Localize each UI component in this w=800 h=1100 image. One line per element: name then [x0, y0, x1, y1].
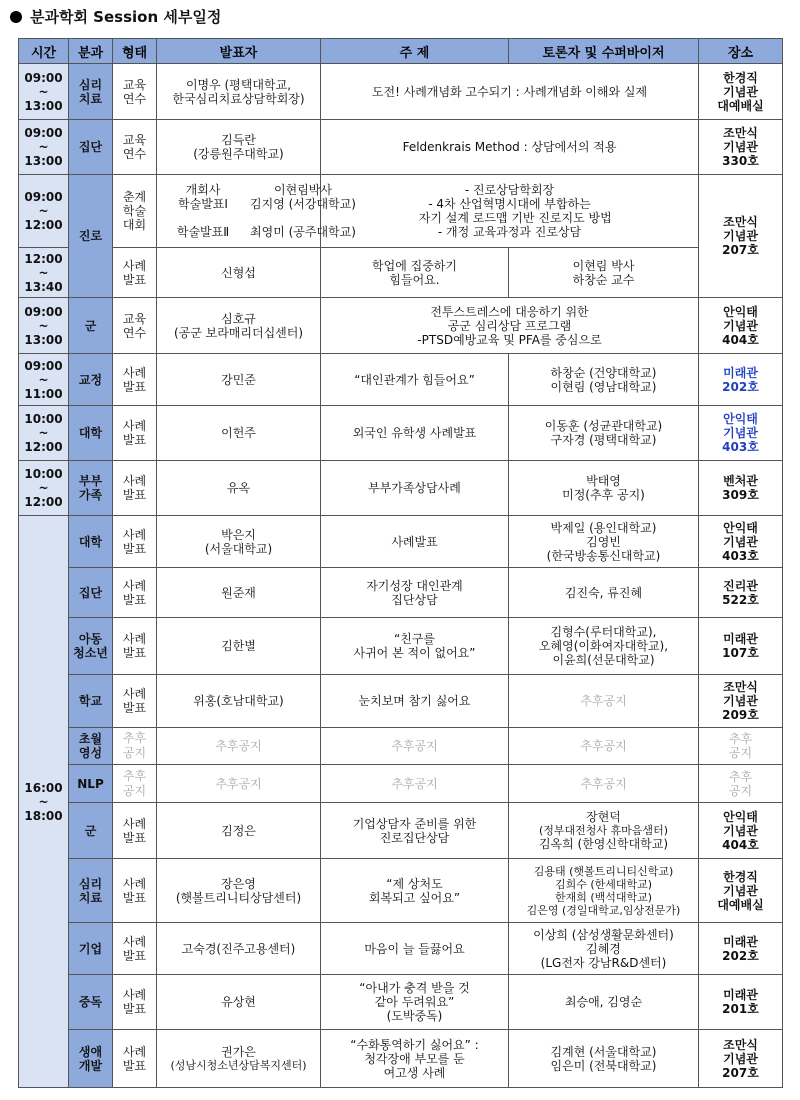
discussant-cell: 이동훈 (성균관대학교) 구자경 (평택대학교) [509, 406, 699, 461]
discussant-cell: 김형수(루터대학교), 오혜영(이화여자대학교), 이윤희(선문대학교) [509, 618, 699, 675]
table-row [19, 675, 783, 728]
venue-cell: 진리관 522호 [699, 568, 783, 618]
discussant-cell: 김진숙, 류진혜 [509, 568, 699, 618]
division-cell: 진로 [69, 175, 113, 298]
opening-name: 이현림박사 [274, 183, 332, 197]
opening-label: 개회사 [185, 183, 221, 197]
division-cell: 대학 [69, 406, 113, 461]
presenter-cell: 김정은 [157, 803, 321, 859]
presenter-cell: 고숙경(진주고용센터) [157, 923, 321, 975]
presenter-cell: 강민준 [157, 354, 321, 406]
session1-label: 학술발표Ⅰ [178, 197, 228, 211]
topic-cell: 사례발표 [321, 516, 509, 568]
table-row [19, 803, 783, 859]
division-cell: 아동 청소년 [69, 618, 113, 675]
format-cell: 사례 발표 [113, 923, 157, 975]
format-cell: 사례 발표 [113, 975, 157, 1030]
format-cell: 사례 발표 [113, 516, 157, 568]
topic-cell: “제 상처도 회복되고 싶어요” [321, 859, 509, 923]
format-cell: 사례 발표 [113, 1030, 157, 1088]
topic-cell: 추후공지 [321, 728, 509, 765]
venue-cell: 미래관 202호 [699, 923, 783, 975]
presenter-cell: 원준재 [157, 568, 321, 618]
header-topic: 주 제 [321, 39, 509, 64]
division-cell: 군 [69, 298, 113, 354]
table-row [19, 859, 783, 923]
discussant-cell: 이상희 (삼성생활문화센터) 김혜경 (LG전자 강남R&D센터) [509, 923, 699, 975]
table-row [19, 516, 783, 568]
format-cell: 추후 공지 [113, 765, 157, 803]
header-presenter: 발표자 [157, 39, 321, 64]
table-row [19, 975, 783, 1030]
presenter-cell: 김득란 (강릉원주대학교) [157, 120, 321, 175]
format-cell: 사례 발표 [113, 568, 157, 618]
header-division: 분과 [69, 39, 113, 64]
division-cell: 집단 [69, 568, 113, 618]
format-cell: 사례 발표 [113, 675, 157, 728]
table-row [19, 248, 783, 298]
table-row [19, 728, 783, 765]
venue-cell: 조만식 기념관 207호 [699, 1030, 783, 1088]
presenter-cell: 위홍(호남대학교) [157, 675, 321, 728]
table-row [19, 923, 783, 975]
venue-cell: 한경직 기념관 대예배실 [699, 859, 783, 923]
presenter-cell: 유옥 [157, 461, 321, 516]
header-format: 형태 [113, 39, 157, 64]
section-title [6, 4, 221, 30]
discussant-cell: 장현덕 (정부대전청사 휴마음샘터) 김옥희 (한영신학대학교) [509, 803, 699, 859]
venue-cell: 미래관 201호 [699, 975, 783, 1030]
session2-name: 최영미 (공주대학교) [250, 225, 356, 239]
presenter-cell: 이명우 (평택대학교, 한국심리치료상담학회장) [157, 64, 321, 120]
time-cell: 12:00 ~ 13:40 [19, 248, 69, 298]
format-cell: 사례 발표 [113, 354, 157, 406]
header-row [19, 39, 783, 64]
discussant-cell: 최승애, 김영순 [509, 975, 699, 1030]
session2-label: 학술발표Ⅱ [176, 225, 230, 239]
topic-cell: 학업에 집중하기 힘들어요. [321, 248, 509, 298]
bullet-icon [10, 11, 22, 23]
discussant-cell: 추후공지 [509, 728, 699, 765]
venue-cell: 조만식 기념관 207호 [699, 175, 783, 298]
topic-cell: “수화통역하기 싫어요” : 청각장애 부모를 둔 여고생 사례 [321, 1030, 509, 1088]
table-row [19, 64, 783, 120]
venue-cell: 추후 공지 [699, 765, 783, 803]
division-cell: 부부 가족 [69, 461, 113, 516]
venue-cell: 조만식 기념관 209호 [699, 675, 783, 728]
header-venue: 장소 [699, 39, 783, 64]
time-cell: 10:00 ~ 12:00 [19, 461, 69, 516]
format-cell: 사례 발표 [113, 248, 157, 298]
discussant-cell: 김계현 (서울대학교) 임은미 (전북대학교) [509, 1030, 699, 1088]
venue-cell: 미래관 202호 [699, 354, 783, 406]
session1-name: 김지영 (서강대학교) [250, 197, 356, 211]
division-cell: 심리 치료 [69, 859, 113, 923]
presenter-cell: 추후공지 [157, 765, 321, 803]
time-cell: 09:00 ~ 13:00 [19, 64, 69, 120]
topic-cell: 눈치보며 참기 싫어요 [321, 675, 509, 728]
topic-cell: Feldenkrais Method : 상담에서의 적용 [321, 120, 699, 175]
discussant-cell: 추후공지 [509, 675, 699, 728]
topic-cell: “대인관계가 힘들어요” [321, 354, 509, 406]
venue-cell: 안익태 기념관 404호 [699, 298, 783, 354]
format-cell: 교육 연수 [113, 120, 157, 175]
time-cell: 10:00 ~ 12:00 [19, 406, 69, 461]
presenter-cell: 신형섭 [157, 248, 321, 298]
division-cell: 기업 [69, 923, 113, 975]
venue-cell: 벤처관 309호 [699, 461, 783, 516]
division-cell: 대학 [69, 516, 113, 568]
format-cell: 교육 연수 [113, 64, 157, 120]
discussant-cell: 하창순 (건양대학교) 이현림 (영남대학교) [509, 354, 699, 406]
venue-cell: 추후 공지 [699, 728, 783, 765]
venue-cell: 안익태 기념관 404호 [699, 803, 783, 859]
topic-cell: “아내가 충격 받을 것 같아 두려워요” (도박중독) [321, 975, 509, 1030]
division-cell: 교정 [69, 354, 113, 406]
division-cell: 중독 [69, 975, 113, 1030]
discussant-cell: 박제일 (용인대학교) 김영빈 (한국방송통신대학교) [509, 516, 699, 568]
topic-cell: 도전! 사례개념화 고수되기 : 사례개념화 이해와 실제 [321, 64, 699, 120]
format-cell: 사례 발표 [113, 618, 157, 675]
venue-cell: 한경직 기념관 대예배실 [699, 64, 783, 120]
topic-cell: “친구를 사귀어 본 적이 없어요” [321, 618, 509, 675]
topic-cell: 마음이 늘 들끓어요 [321, 923, 509, 975]
presenter-cell: 이헌주 [157, 406, 321, 461]
division-cell: 초월 영성 [69, 728, 113, 765]
table-row [19, 568, 783, 618]
header-discussant: 토론자 및 수퍼바이저 [509, 39, 699, 64]
format-cell: 교육 연수 [113, 298, 157, 354]
table-row [19, 175, 783, 248]
discussant-cell: 박태영 미정(추후 공지) [509, 461, 699, 516]
time-cell: 16:00 ~ 18:00 [19, 516, 69, 1088]
format-cell: 추후 공지 [113, 728, 157, 765]
format-cell: 사례 발표 [113, 859, 157, 923]
division-cell: NLP [69, 765, 113, 803]
presenter-cell: 유상현 [157, 975, 321, 1030]
academic-program [159, 183, 356, 239]
presenter-cell: 심호규 (공군 보라매리더십센터) [157, 298, 321, 354]
table-row [19, 765, 783, 803]
section-title-text: 분과학회 Session 세부일정 [30, 8, 222, 26]
division-cell: 학교 [69, 675, 113, 728]
presenter-cell: 장은영 (햇볼트리니티상담센터) [157, 859, 321, 923]
venue-cell: 조만식 기념관 330호 [699, 120, 783, 175]
presenter-cell: 박은지 (서울대학교) [157, 516, 321, 568]
presenter-cell: 권가은 (성남시청소년상담복지센터) [157, 1030, 321, 1088]
division-cell: 집단 [69, 120, 113, 175]
discussant-cell: 추후공지 [509, 765, 699, 803]
table-row [19, 461, 783, 516]
table-row [19, 298, 783, 354]
presenter-cell: 추후공지 [157, 728, 321, 765]
table-row [19, 406, 783, 461]
format-cell: 춘계 학술 대회 [113, 175, 157, 248]
topic-cell: 추후공지 [321, 765, 509, 803]
venue-cell: 안익태 기념관 403호 [699, 406, 783, 461]
discussant-cell: 이현림 박사 하창순 교수 [509, 248, 699, 298]
venue-cell: 미래관 107호 [699, 618, 783, 675]
time-cell: 09:00 ~ 12:00 [19, 175, 69, 248]
division-cell: 심리 치료 [69, 64, 113, 120]
time-cell: 09:00 ~ 13:00 [19, 120, 69, 175]
format-cell: 사례 발표 [113, 803, 157, 859]
time-cell: 09:00 ~ 13:00 [19, 298, 69, 354]
topic-cell: 외국인 유학생 사례발표 [321, 406, 509, 461]
schedule-table [18, 38, 783, 1088]
division-cell: 생애 개발 [69, 1030, 113, 1088]
table-row [19, 354, 783, 406]
format-cell: 사례 발표 [113, 406, 157, 461]
topic-cell: 자기성장 대인관계 집단상담 [321, 568, 509, 618]
presenter-cell [157, 175, 356, 248]
table-row [19, 618, 783, 675]
discussant-cell: 김용태 (햇볼트리니티신학교) 김희수 (한세대학교) 한재희 (백석대학교) 김은영 (경일대학교,임상전문가) [509, 859, 699, 923]
table-row [19, 1030, 783, 1088]
topic-cell: 기업상담자 준비를 위한 진로집단상담 [321, 803, 509, 859]
division-cell: 군 [69, 803, 113, 859]
presenter-cell: 김한별 [157, 618, 321, 675]
time-cell: 09:00 ~ 11:00 [19, 354, 69, 406]
format-cell: 사례 발표 [113, 461, 157, 516]
table-row [19, 120, 783, 175]
venue-cell: 안익태 기념관 403호 [699, 516, 783, 568]
header-time: 시간 [19, 39, 69, 64]
topic-cell: 전투스트레스에 대응하기 위한 공군 심리상담 프로그램 -PTSD예방교육 및 PFA를 중심으로 [321, 298, 699, 354]
topic-cell: - 진로상담학회장 - 4차 산업혁명시대에 부합하는 자기 설계 로드맵 기반 진로지도 방법 - 개정 교육과정과 진로상담 [321, 175, 699, 248]
topic-cell: 부부가족상담사례 [321, 461, 509, 516]
